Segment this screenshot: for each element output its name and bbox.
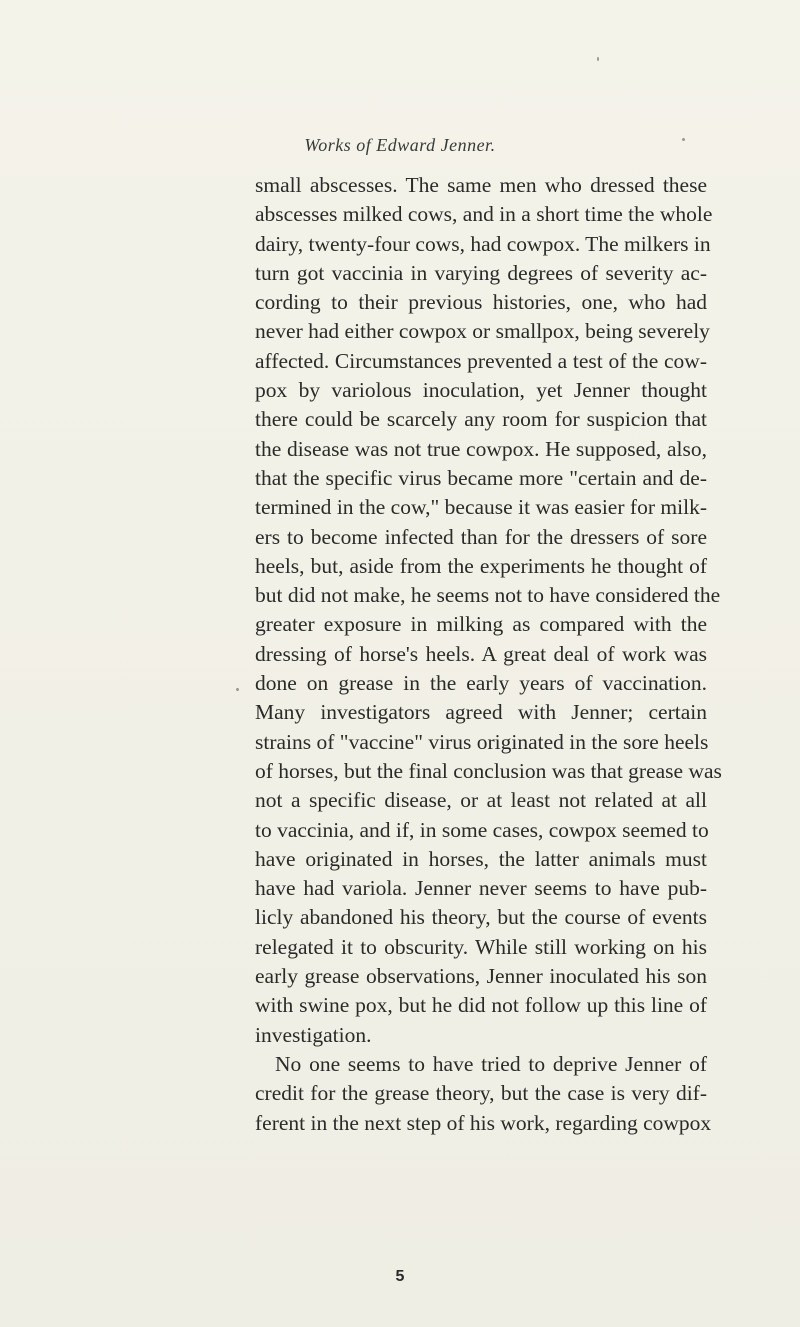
text-line: pox by variolous inoculation, yet Jenner thought	[255, 378, 707, 403]
text-line: dairy, twenty-four cows, had cowpox. The milkers in	[255, 231, 711, 256]
text-line: licly abandoned his theory, but the course of events	[255, 905, 707, 930]
text-line: credit for the grease theory, but the case is very dif-	[255, 1081, 707, 1106]
text-line: never had either cowpox or smallpox, being severely	[255, 319, 710, 344]
paper-speck	[236, 688, 239, 691]
paper-speck	[597, 57, 599, 61]
text-line: No one seems to have tried to deprive Jenner of	[275, 1051, 707, 1076]
text-line: abscesses milked cows, and in a short time the whole	[255, 202, 713, 227]
text-line: the disease was not true cowpox. He supposed, also,	[255, 436, 707, 461]
body-text	[255, 171, 722, 1138]
text-line: Many investigators agreed with Jenner; certain	[255, 700, 707, 725]
text-line: to vaccinia, and if, in some cases, cowpox seemed to	[255, 817, 709, 842]
text-line: relegated it to obscurity. While still working on his	[255, 934, 707, 959]
text-line: there could be scarcely any room for suspicion that	[255, 407, 707, 432]
text-line: small abscesses. The same men who dressed these	[255, 173, 707, 197]
running-head: Works of Edward Jenner.	[304, 135, 496, 155]
text-line: have had variola. Jenner never seems to have pub-	[255, 876, 707, 901]
text-line: early grease observations, Jenner inoculated his son	[255, 964, 707, 989]
text-line: heels, but, aside from the experiments he thought of	[255, 553, 707, 578]
text-line: with swine pox, but he did not follow up this line of	[255, 993, 707, 1018]
text-line: affected. Circumstances prevented a test of the cow-	[255, 348, 707, 373]
page-number: 5	[395, 1268, 405, 1285]
text-line: of horses, but the final conclusion was that grease was	[255, 758, 722, 783]
text-line: done on grease in the early years of vaccination.	[255, 671, 707, 696]
text-line: ers to become infected than for the dressers of sore	[255, 524, 707, 549]
text-line: have originated in horses, the latter animals must	[255, 846, 707, 871]
text-line: strains of "vaccine" virus originated in the sore heels	[255, 729, 709, 754]
text-line: ferent in the next step of his work, regarding cowpox	[255, 1110, 712, 1135]
text-line: but did not make, he seems not to have considered the	[255, 583, 721, 608]
text-line: dressing of horse's heels. A great deal of work was	[255, 641, 707, 666]
paper-speck	[682, 138, 685, 141]
text-line: termined in the cow," because it was easier for milk-	[255, 495, 707, 520]
text-line: cording to their previous histories, one, who had	[255, 290, 707, 315]
text-line: investigation.	[255, 1022, 372, 1047]
text-line: not a specific disease, or at least not related at all	[255, 788, 707, 813]
text-line: that the specific virus became more "certain and de-	[255, 465, 707, 490]
text-line: turn got vaccinia in varying degrees of severity ac-	[255, 260, 707, 285]
text-line: greater exposure in milking as compared with the	[255, 612, 707, 637]
